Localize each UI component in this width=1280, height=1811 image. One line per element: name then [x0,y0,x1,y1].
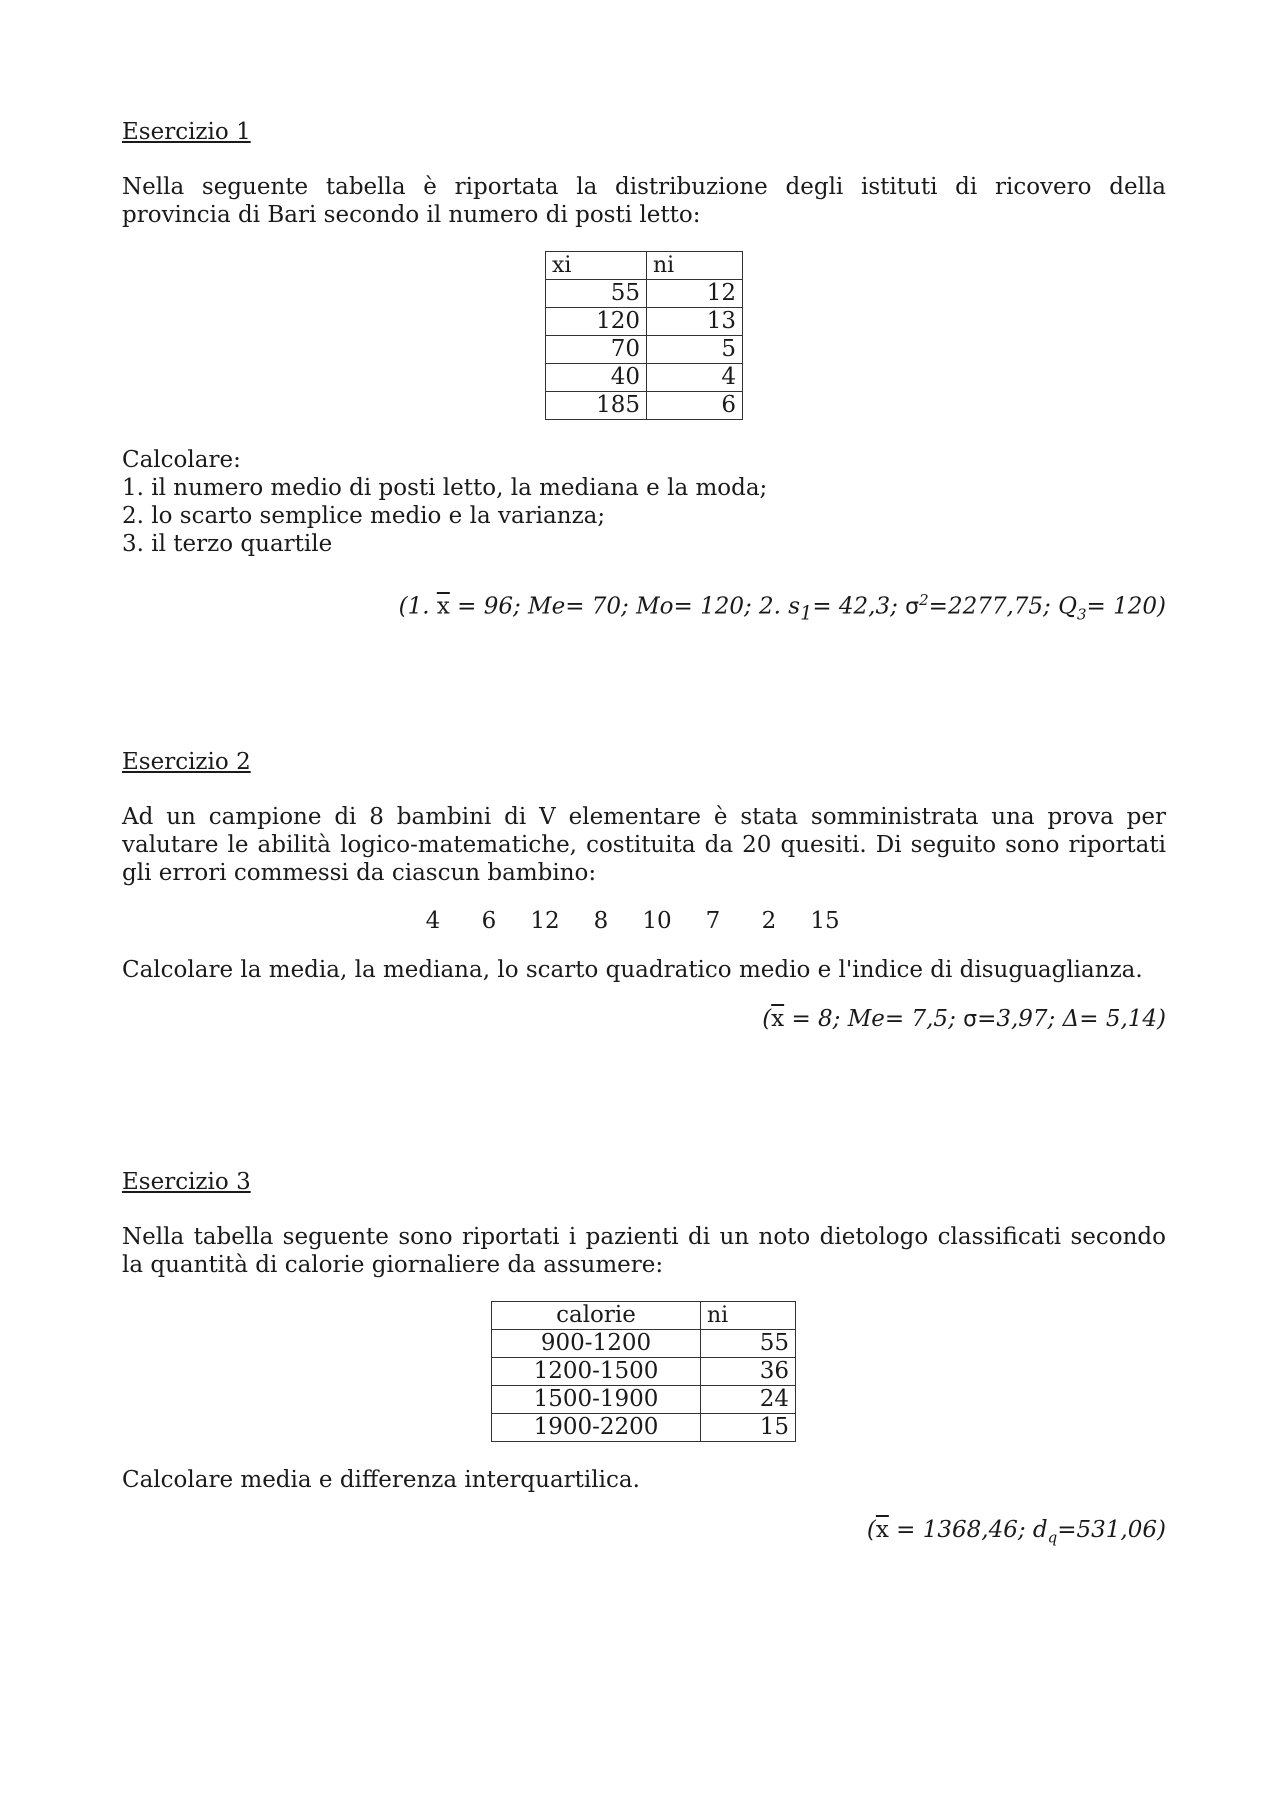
exercise-2-title: Esercizio 2 [122,749,251,775]
table-row [546,280,743,308]
table-row [546,308,743,336]
table-header-row [492,1302,796,1330]
error-value: 2 [761,908,777,934]
exercise-3 [122,1168,1166,1552]
table-row [492,1330,796,1358]
error-value: 8 [593,908,609,934]
table-row [546,392,743,420]
exercise-1-task-list [122,474,1166,558]
exercise-2 [122,748,1166,1034]
table-row [546,336,743,364]
table-header-ni: ni [701,1302,796,1330]
exercise-3-intro: Nella tabella seguente sono riportati i pazienti di un noto dietologo classificati secondo la quantità di calorie giornaliere da assumere: [122,1224,1166,1278]
table-cell: 900-1200 [492,1330,701,1358]
table-header-xi: xi [546,252,647,280]
table-cell: 13 [647,308,743,336]
exercise-2-calc: Calcolare la media, la mediana, lo scarto quadratico medio e l'indice di disuguaglianza. [122,957,1143,983]
table-cell: 5 [647,336,743,364]
exercise-3-table [491,1301,796,1442]
error-value: 15 [810,908,840,934]
list-item: 2. lo scarto semplice medio e la varianza; [122,503,606,529]
table-header-calorie: calorie [492,1302,701,1330]
error-value: 12 [530,908,560,934]
table-header-row [546,252,743,280]
list-item: 3. il terzo quartile [122,531,333,557]
error-value: 6 [481,908,497,934]
table-cell: 1500-1900 [492,1386,701,1414]
error-value: 7 [705,908,721,934]
table-cell: 1200-1500 [492,1358,701,1386]
table-cell: 70 [546,336,647,364]
table-cell: 12 [647,280,743,308]
list-item: 1. il numero medio di posti letto, la mediana e la moda; [122,475,768,501]
exercise-1-calc-label: Calcolare: [122,447,241,473]
table-header-ni: ni [647,252,743,280]
exercise-3-title: Esercizio 3 [122,1169,251,1195]
exercise-1-title: Esercizio 1 [122,119,251,145]
exercise-1-table [545,251,743,420]
table-cell: 6 [647,392,743,420]
table-cell: 55 [546,280,647,308]
exercise-2-result: ($\overline{x} = 8$; Me= 7,5; σ=3,97; Δ= 5,14) [762,1006,1166,1032]
table-cell: 24 [701,1386,796,1414]
exercise-3-result: ($\overline{x} = 1368,46$; $d_q=531,06$) [866,1517,1166,1547]
table-row [546,364,743,392]
table-cell: 15 [701,1414,796,1442]
exercise-2-intro: Ad un campione di 8 bambini di V elementare è stata somministrata una prova per valutare le abilità logico-matematiche, costituita da 20 quesiti. Di seguito sono riportati gli errori commessi da ciascun bambino: [122,804,1166,886]
exercise-1-intro: Nella seguente tabella è riportata la distribuzione degli istituti di ricovero della provincia di Bari secondo il numero di posti letto: [122,174,1166,228]
table-cell: 40 [546,364,647,392]
error-values-row [122,907,1166,935]
table-cell: 120 [546,308,647,336]
error-value: 4 [425,908,441,934]
document-page [122,118,1166,1547]
table-cell: 4 [647,364,743,392]
error-value: 10 [642,908,672,934]
exercise-1 [122,118,1166,628]
table-cell: 185 [546,392,647,420]
exercise-1-result: (1. $\overline{x} = 96$; Me= 70; Mo= 120; 2. $s_1= 42,3$; $\sigma^2=2277,75$; $Q_3= 120$) [398,591,1166,625]
table-row [492,1358,796,1386]
table-row [492,1386,796,1414]
exercise-3-calc: Calcolare media e differenza interquartilica. [122,1467,640,1493]
table-row [492,1414,796,1442]
table-cell: 36 [701,1358,796,1386]
table-cell: 1900-2200 [492,1414,701,1442]
table-cell: 55 [701,1330,796,1358]
